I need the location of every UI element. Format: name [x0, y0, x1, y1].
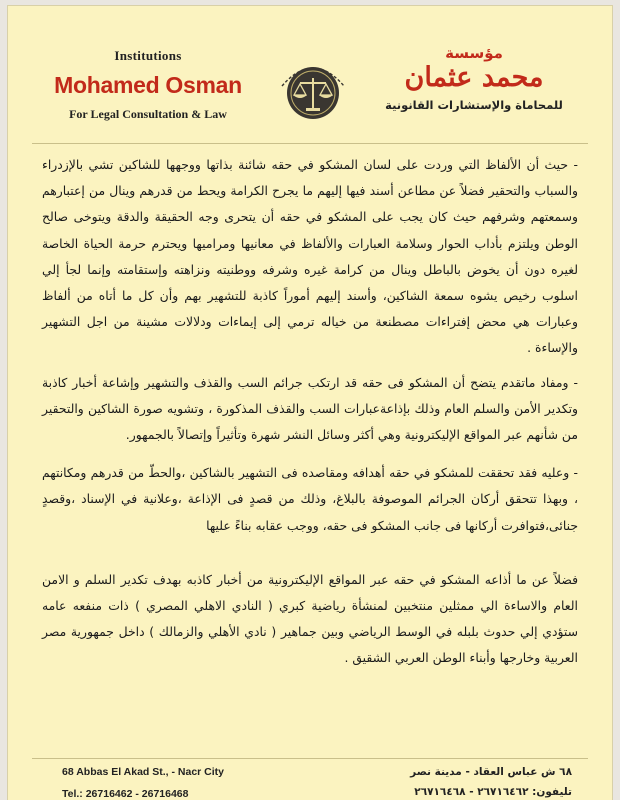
header-divider [32, 143, 588, 144]
ar-phone: تليفون: ٢٦٧١٦٤٦٢ - ٢٦٧١٦٤٦٨ [414, 786, 572, 798]
paragraph-defamation: - حيث أن الألفاظ التي وردت على لسان المشكو في حقه شائنة بذاتها ووجهها للشاكين تشي بالإزدراء والسباب والتحقير فضلاً عن مطاعن أسند فيها إليهم ما يجرح الكرامة ويحط من قدرهم وينال من إعتبارهم وسمعتهم وشرفهم حيث كان يجب على المشكو في حقه أن يتحرى وجه الحقيقة والدقة ويتوخى صالح الوطن ويلتزم بأداب الحوار وسلامة العبارات والألفاظ في معانيها ومراميها ويحترم حرمة الحياة الخاصة لغيره دون أن يخوض بالباطل وينال من كرامة غيره وشرفه ووطنيته ونزاهته وإستقامته وإنما لجأ إلي اسلوب رخيص يشوه سمعة الشاكين، وأسند إليهم أموراً كاذبة للتشهير بهم وأن كل ما أتاه من ألفاظ وعبارات هي محض إفتراءات مصطنعة من خياله ترمي إلى إيماءات ودلالات مشينة من اجل التشهير والإساءة . [42, 157, 578, 356]
paragraph-online-news: فضلاً عن ما أذاعه المشكو في حقه عبر المواقع الإليكترونية من أخبار كاذبه بهدف تكدير السلم و الامن العام والاساءة الي ممثلين منتخبين لمنشأة رياضية كبري ( النادي الاهلي المصري ) ذات منفعه عامه ستؤدي إلي حدوث بلبله في الوسط الرياضي وبين جماهير ( نادي الأهلي والزمالك ) داخل جمهورية مصر العربية وخارجها وأبناء الوطن العربي الشقيق . [42, 571, 578, 666]
ar-tagline: للمحاماة والإستشارات القانونية [385, 98, 563, 112]
english-letterhead [48, 48, 248, 122]
en-tagline: For Legal Consultation & Law [69, 107, 227, 121]
en-institutions-label: Institutions [114, 48, 182, 63]
letter-page [8, 6, 612, 800]
ar-address: ٦٨ ش عباس العقاد - مدينة نصر [410, 766, 572, 778]
arabic-letterhead [374, 44, 574, 112]
scales-of-justice-logo [270, 46, 356, 132]
footer-divider [32, 758, 588, 759]
paragraph-crimes: - ومفاد ماتقدم يتضح أن المشكو فى حقه قد ارتكب جرائم السب والقذف والتشهير وإشاعة أخبار كاذبة وتكدير الأمن والسلم العام وذلك بإذاعةعبارات السب والقذف المذكورة ، وتشويه صورة الشاكين والتحقير من شأنهم عبر المواقع الإليكترونية وهي أكثر وسائل النشر شهرة وتأثيراً وإتصالاً بالجمهور. [42, 374, 578, 443]
en-phone: Tel.: 26716462 - 26716468 [62, 788, 189, 800]
paragraph-elements: - وعليه فقد تحققت للمشكو في حقه أهدافه ومقاصده فى التشهير بالشاكين ،والحطّ من قدرهم ومكانتهم ، وبهذا تتحقق أركان الجرائم الموصوفة بالبلاغ، وذلك من قصدٍ فى الإذاعة ،وعلانية في الإسناد ،وقصدٍ جنائى،فتوافرت أركانها فى جانب المشكو فى حقه، ووجب عقابه بناءً عليها [42, 465, 578, 533]
letter-body [42, 152, 578, 672]
en-firm-name: Mohamed Osman [54, 72, 242, 98]
ar-institution-label: مؤسسة [445, 44, 503, 62]
en-address: 68 Abbas El Akad St., - Nacr City [62, 766, 225, 778]
ar-firm-name: محمد عثمان [404, 62, 544, 93]
